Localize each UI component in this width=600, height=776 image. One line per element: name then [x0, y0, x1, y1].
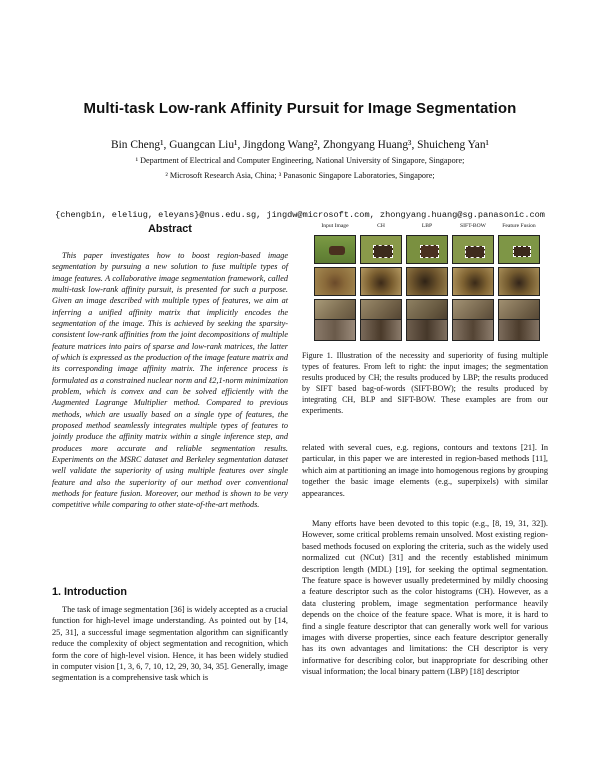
- figure-column-label: Input Image: [321, 223, 349, 229]
- segmentation-result-image: [498, 235, 540, 264]
- segmentation-result-image: [406, 267, 448, 296]
- figure-column-label: SIFT-BOW: [460, 223, 486, 229]
- figure-column-label: Feature Fusion: [502, 223, 536, 229]
- segmentation-result-image: [452, 319, 494, 341]
- affiliation-line-2: ² Microsoft Research Asia, China; ³ Panasonic Singapore Laboratories, Singapore;: [165, 171, 435, 180]
- author-list: Bin Cheng¹, Guangcan Liu¹, Jingdong Wang², Zhongyang Huang³, Shuicheng Yan¹: [111, 139, 489, 151]
- affiliation-line-1: ¹ Department of Electrical and Computer Engineering, National University of Singapore, Singapore;: [135, 156, 465, 165]
- segmentation-result-image: [360, 319, 402, 341]
- author-emails: {chengbin, eleliug, eleyans}@nus.edu.sg, jingdw@microsoft.com, zhongyang.huang@sg.panasonic.com: [55, 210, 545, 220]
- segmentation-result-image: [452, 267, 494, 296]
- segmentation-result-image: [452, 235, 494, 264]
- figure-1: [312, 223, 542, 345]
- section-heading-introduction: 1. Introduction: [52, 586, 127, 598]
- figure-column-label: LBP: [421, 223, 433, 229]
- figure-1-caption: Figure 1. Illustration of the necessity and superiority of fusing multiple types of features. From left to right: the input images; the segmentation results produced by CH; the results produced by LBP; the results produced by SIFT based bag-of-words (SIFT-BOW); the results produced by integrating CH, BLP and SIFT-BOW. These examples are from our experiments.: [302, 351, 548, 415]
- introduction-paragraph: The task of image segmentation [36] is widely accepted as a crucial function for high-level image understanding. As pointed out by [14, 25, 31], a successful image segmentation algorithm can significantly reduce the complexity of object segmentation and recognition, which form the core of high-level vision. Hence, it has been widely studied in computer vision [1, 3, 6, 7, 10, 12, 29, 30, 34, 35]. Generally, image segmentation is a comprehensive task which is: [52, 605, 288, 683]
- abstract-text: This paper investigates how to boost region-based image segmentation by pursuing a new solution to fuse multiple types of image features. A collaborative image segmentation framework, called multi-task low-rank affinity pursuit, is presented for such a purpose. Given an image described with multiple types of features, we aim at inferring a unified affinity matrix that implicitly encodes the segmentation of the image. This is achieved by seeking the sparsity-consistent low-rank affinities from the joint decompositions of multiple feature matrices into pairs of sparse and low-rank matrices, the latter of which is expressed as the production of the image feature matrix and its corresponding image affinity matrix. The inference process is formulated as a constrained nuclear norm and ℓ2,1-norm minimization problem, which is convex and can be solved efficiently with the Augmented Lagrange Multiplier method. Compared to previous methods, which are usually based on a single type of features, the proposed method seamlessly integrates multiple types of features to jointly produce the affinity matrix within a single inference step, and produces more accurate and reliable segmentation results. Experiments on the MSRC dataset and Berkeley segmentation dataset well validate the superiority of using multiple features over single feature and also the superiority of our method over conventional methods for feature fusion. Moreover, our method is shown to be very competitive while comparing to other state-of-the-art methods.: [52, 251, 288, 510]
- segmentation-result-image: [498, 267, 540, 296]
- figure-column-label: CH: [377, 223, 385, 229]
- input-image-texture: [314, 319, 356, 341]
- paper-title: Multi-task Low-rank Affinity Pursuit for Image Segmentation: [83, 100, 517, 117]
- segmentation-result-image: [498, 319, 540, 341]
- introduction-paragraph-2: Many efforts have been devoted to this topic (e.g., [8, 19, 31, 32]). However, some critical problems remain unsolved. Most existing region-based methods focused on exploring the criteria, such as the widely used normalized cut (NCut) [31] and the recently established minimum description length (MDL) [19], for seeking the optimal segmentation. The feature space is however usually predetermined by mildly choosing a feature descriptor such as the color histograms (CH). However, as a data clustering problem, image segmentation performance heavily depends on the choice of the feature space. What is more, it is hard to find a single feature descriptor that can generally work well for various images with diverse properties, since each feature descriptor generally has its own advantages and limitations: the CH descriptor is very informative for describing color, but inappropriate for describing other visual information; the local binary pattern (LBP) [18] descriptor: [302, 519, 548, 677]
- segmentation-result-image: [406, 235, 448, 264]
- introduction-paragraph-continued: related with several cues, e.g. regions, contours and textons [21]. In particular, in this paper we are interested in region-based methods [11], which aim at partitioning an image into homogenous regions by grouping together the basic image elements (e.g., superpixels) with similar appearances.: [302, 443, 548, 498]
- abstract-heading: Abstract: [148, 223, 192, 235]
- input-image-cow: [314, 235, 356, 264]
- segmentation-result-image: [360, 267, 402, 296]
- segmentation-result-image: [360, 235, 402, 264]
- input-image-cat: [314, 267, 356, 296]
- segmentation-result-image: [406, 319, 448, 341]
